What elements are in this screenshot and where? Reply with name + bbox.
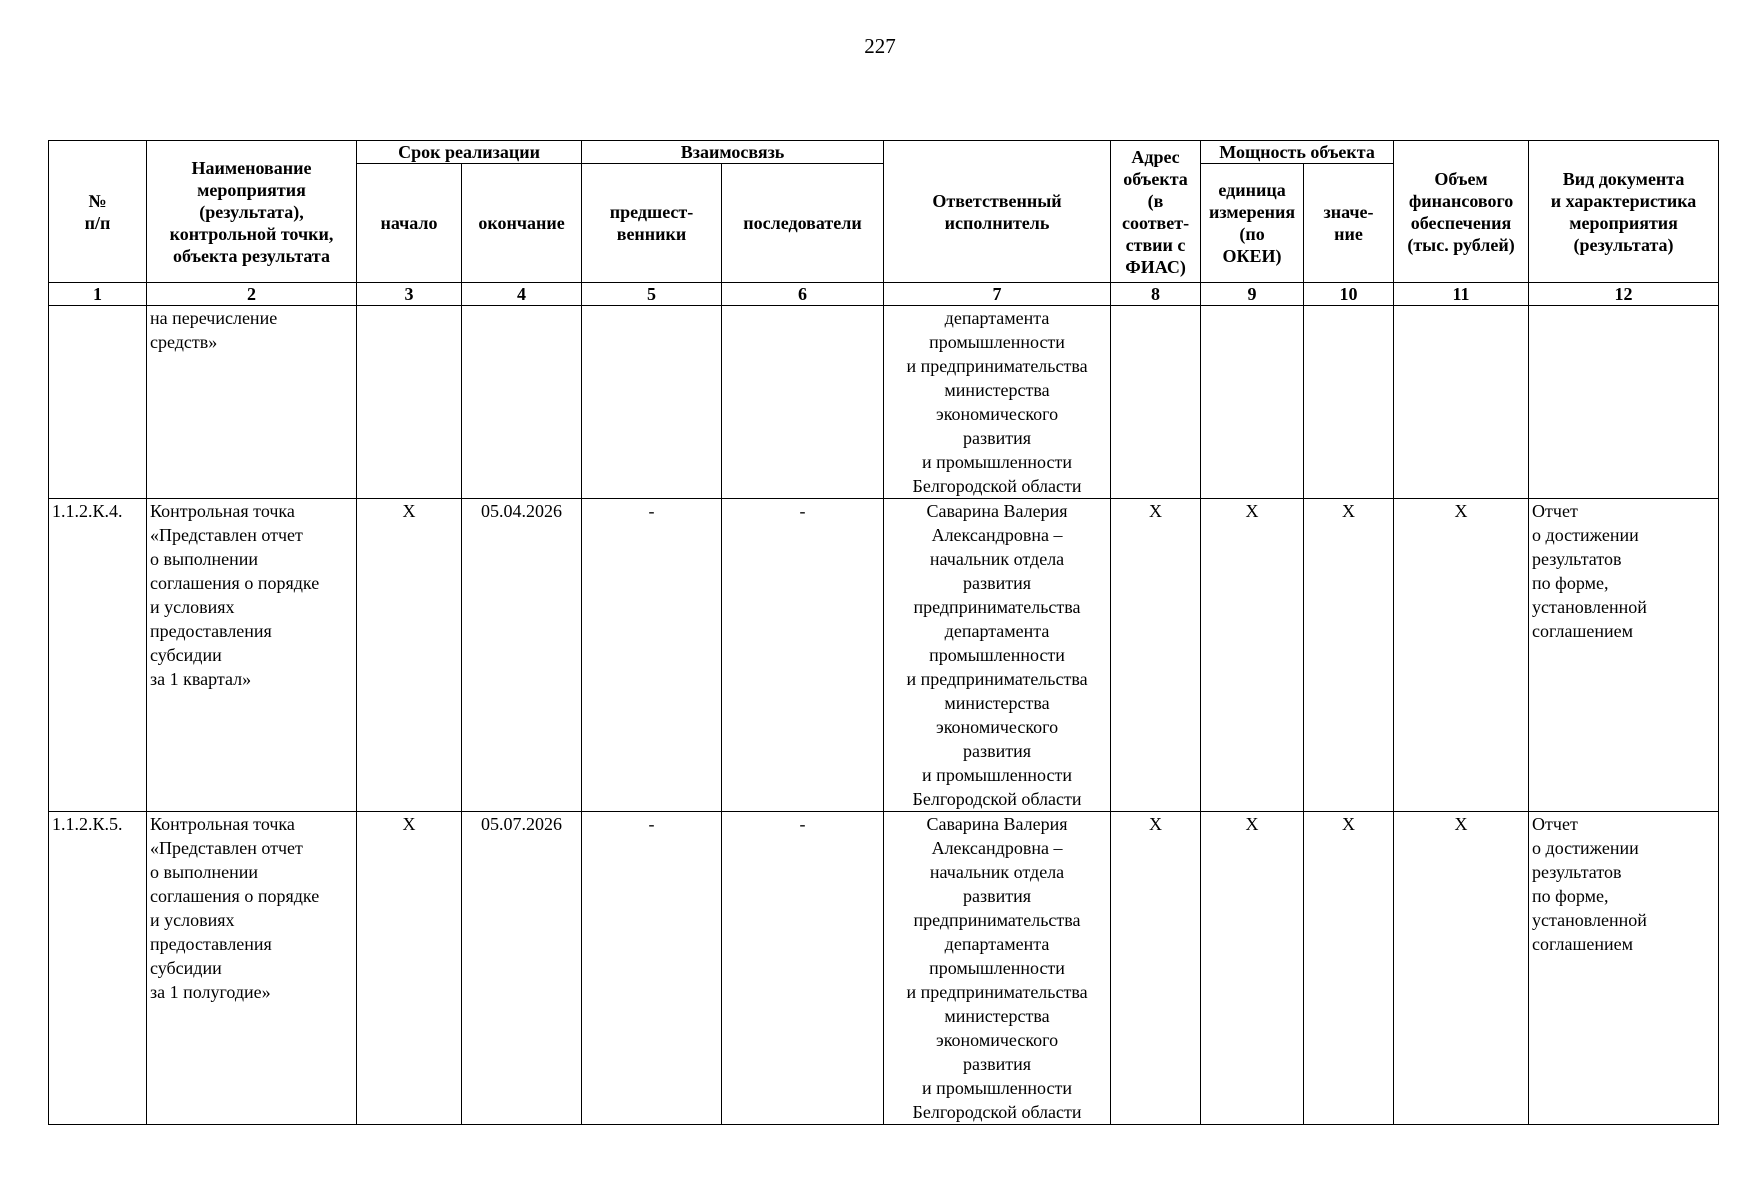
header-predecessors: предшест- венники bbox=[582, 164, 722, 283]
cell-name: на перечисление средств» bbox=[147, 306, 357, 499]
column-number: 12 bbox=[1529, 283, 1719, 306]
column-number: 3 bbox=[357, 283, 462, 306]
header-group-capacity: Мощность объекта bbox=[1201, 141, 1394, 164]
header-value: значе- ние bbox=[1304, 164, 1394, 283]
cell-start: X bbox=[357, 812, 462, 1125]
column-number: 9 bbox=[1201, 283, 1304, 306]
cell-responsible: департамента промышленности и предпринимательства министерства экономического развития и промышленности Белгородской области bbox=[884, 306, 1111, 499]
table-row bbox=[49, 306, 1719, 499]
header-document: Вид документа и характеристика мероприятия (результата) bbox=[1529, 141, 1719, 283]
cell-successors bbox=[722, 306, 884, 499]
header-group-link: Взаимосвязь bbox=[582, 141, 884, 164]
cell-end: 05.04.2026 bbox=[462, 499, 582, 812]
column-number: 11 bbox=[1394, 283, 1529, 306]
cell-value bbox=[1304, 306, 1394, 499]
header-responsible: Ответственный исполнитель bbox=[884, 141, 1111, 283]
cell-end: 05.07.2026 bbox=[462, 812, 582, 1125]
cell-responsible: Саварина Валерия Александровна – начальник отдела развития предпринимательства департамента промышленности и предпринимательства министерства экономического развития и промышленности Белгородской области bbox=[884, 812, 1111, 1125]
column-number: 7 bbox=[884, 283, 1111, 306]
cell-number: 1.1.2.К.5. bbox=[49, 812, 147, 1125]
column-number: 5 bbox=[582, 283, 722, 306]
cell-name: Контрольная точка «Представлен отчет о выполнении соглашения о порядке и условиях предоставления субсидии за 1 полугодие» bbox=[147, 812, 357, 1125]
cell-value: X bbox=[1304, 812, 1394, 1125]
cell-number bbox=[49, 306, 147, 499]
cell-document bbox=[1529, 306, 1719, 499]
cell-unit bbox=[1201, 306, 1304, 499]
cell-address bbox=[1111, 306, 1201, 499]
cell-successors: - bbox=[722, 812, 884, 1125]
cell-predecessors: - bbox=[582, 812, 722, 1125]
header-end: окончание bbox=[462, 164, 582, 283]
cell-financing: X bbox=[1394, 812, 1529, 1125]
table-header bbox=[49, 141, 1719, 306]
cell-financing bbox=[1394, 306, 1529, 499]
column-number: 2 bbox=[147, 283, 357, 306]
table-row bbox=[49, 812, 1719, 1125]
header-group-term: Срок реализации bbox=[357, 141, 582, 164]
column-number: 4 bbox=[462, 283, 582, 306]
column-number: 6 bbox=[722, 283, 884, 306]
implementation-plan-table bbox=[48, 140, 1719, 1125]
cell-start: X bbox=[357, 499, 462, 812]
header-financing: Объем финансового обеспечения (тыс. рублей) bbox=[1394, 141, 1529, 283]
header-address: Адрес объекта (в соответ- ствии с ФИАС) bbox=[1111, 141, 1201, 283]
cell-predecessors: - bbox=[582, 499, 722, 812]
cell-start bbox=[357, 306, 462, 499]
cell-document: Отчет о достижении результатов по форме, установленной соглашением bbox=[1529, 812, 1719, 1125]
cell-unit: X bbox=[1201, 812, 1304, 1125]
cell-name: Контрольная точка «Представлен отчет о выполнении соглашения о порядке и условиях предоставления субсидии за 1 квартал» bbox=[147, 499, 357, 812]
page-number: 227 bbox=[864, 34, 896, 58]
column-number: 10 bbox=[1304, 283, 1394, 306]
cell-address: X bbox=[1111, 499, 1201, 812]
cell-financing: X bbox=[1394, 499, 1529, 812]
header-start: начало bbox=[357, 164, 462, 283]
cell-document: Отчет о достижении результатов по форме, установленной соглашением bbox=[1529, 499, 1719, 812]
header-unit: единица измерения (по ОКЕИ) bbox=[1201, 164, 1304, 283]
table-body bbox=[49, 306, 1719, 1125]
header-name: Наименование мероприятия (результата), контрольной точки, объекта результата bbox=[147, 141, 357, 283]
cell-unit: X bbox=[1201, 499, 1304, 812]
cell-predecessors bbox=[582, 306, 722, 499]
column-number: 8 bbox=[1111, 283, 1201, 306]
table-row bbox=[49, 499, 1719, 812]
cell-end bbox=[462, 306, 582, 499]
column-number: 1 bbox=[49, 283, 147, 306]
cell-address: X bbox=[1111, 812, 1201, 1125]
column-number-row bbox=[49, 283, 1719, 306]
cell-value: X bbox=[1304, 499, 1394, 812]
header-number: № п/п bbox=[49, 141, 147, 283]
cell-responsible: Саварина Валерия Александровна – начальник отдела развития предпринимательства департамента промышленности и предпринимательства министерства экономического развития и промышленности Белгородской области bbox=[884, 499, 1111, 812]
cell-number: 1.1.2.К.4. bbox=[49, 499, 147, 812]
cell-successors: - bbox=[722, 499, 884, 812]
header-successors: последователи bbox=[722, 164, 884, 283]
